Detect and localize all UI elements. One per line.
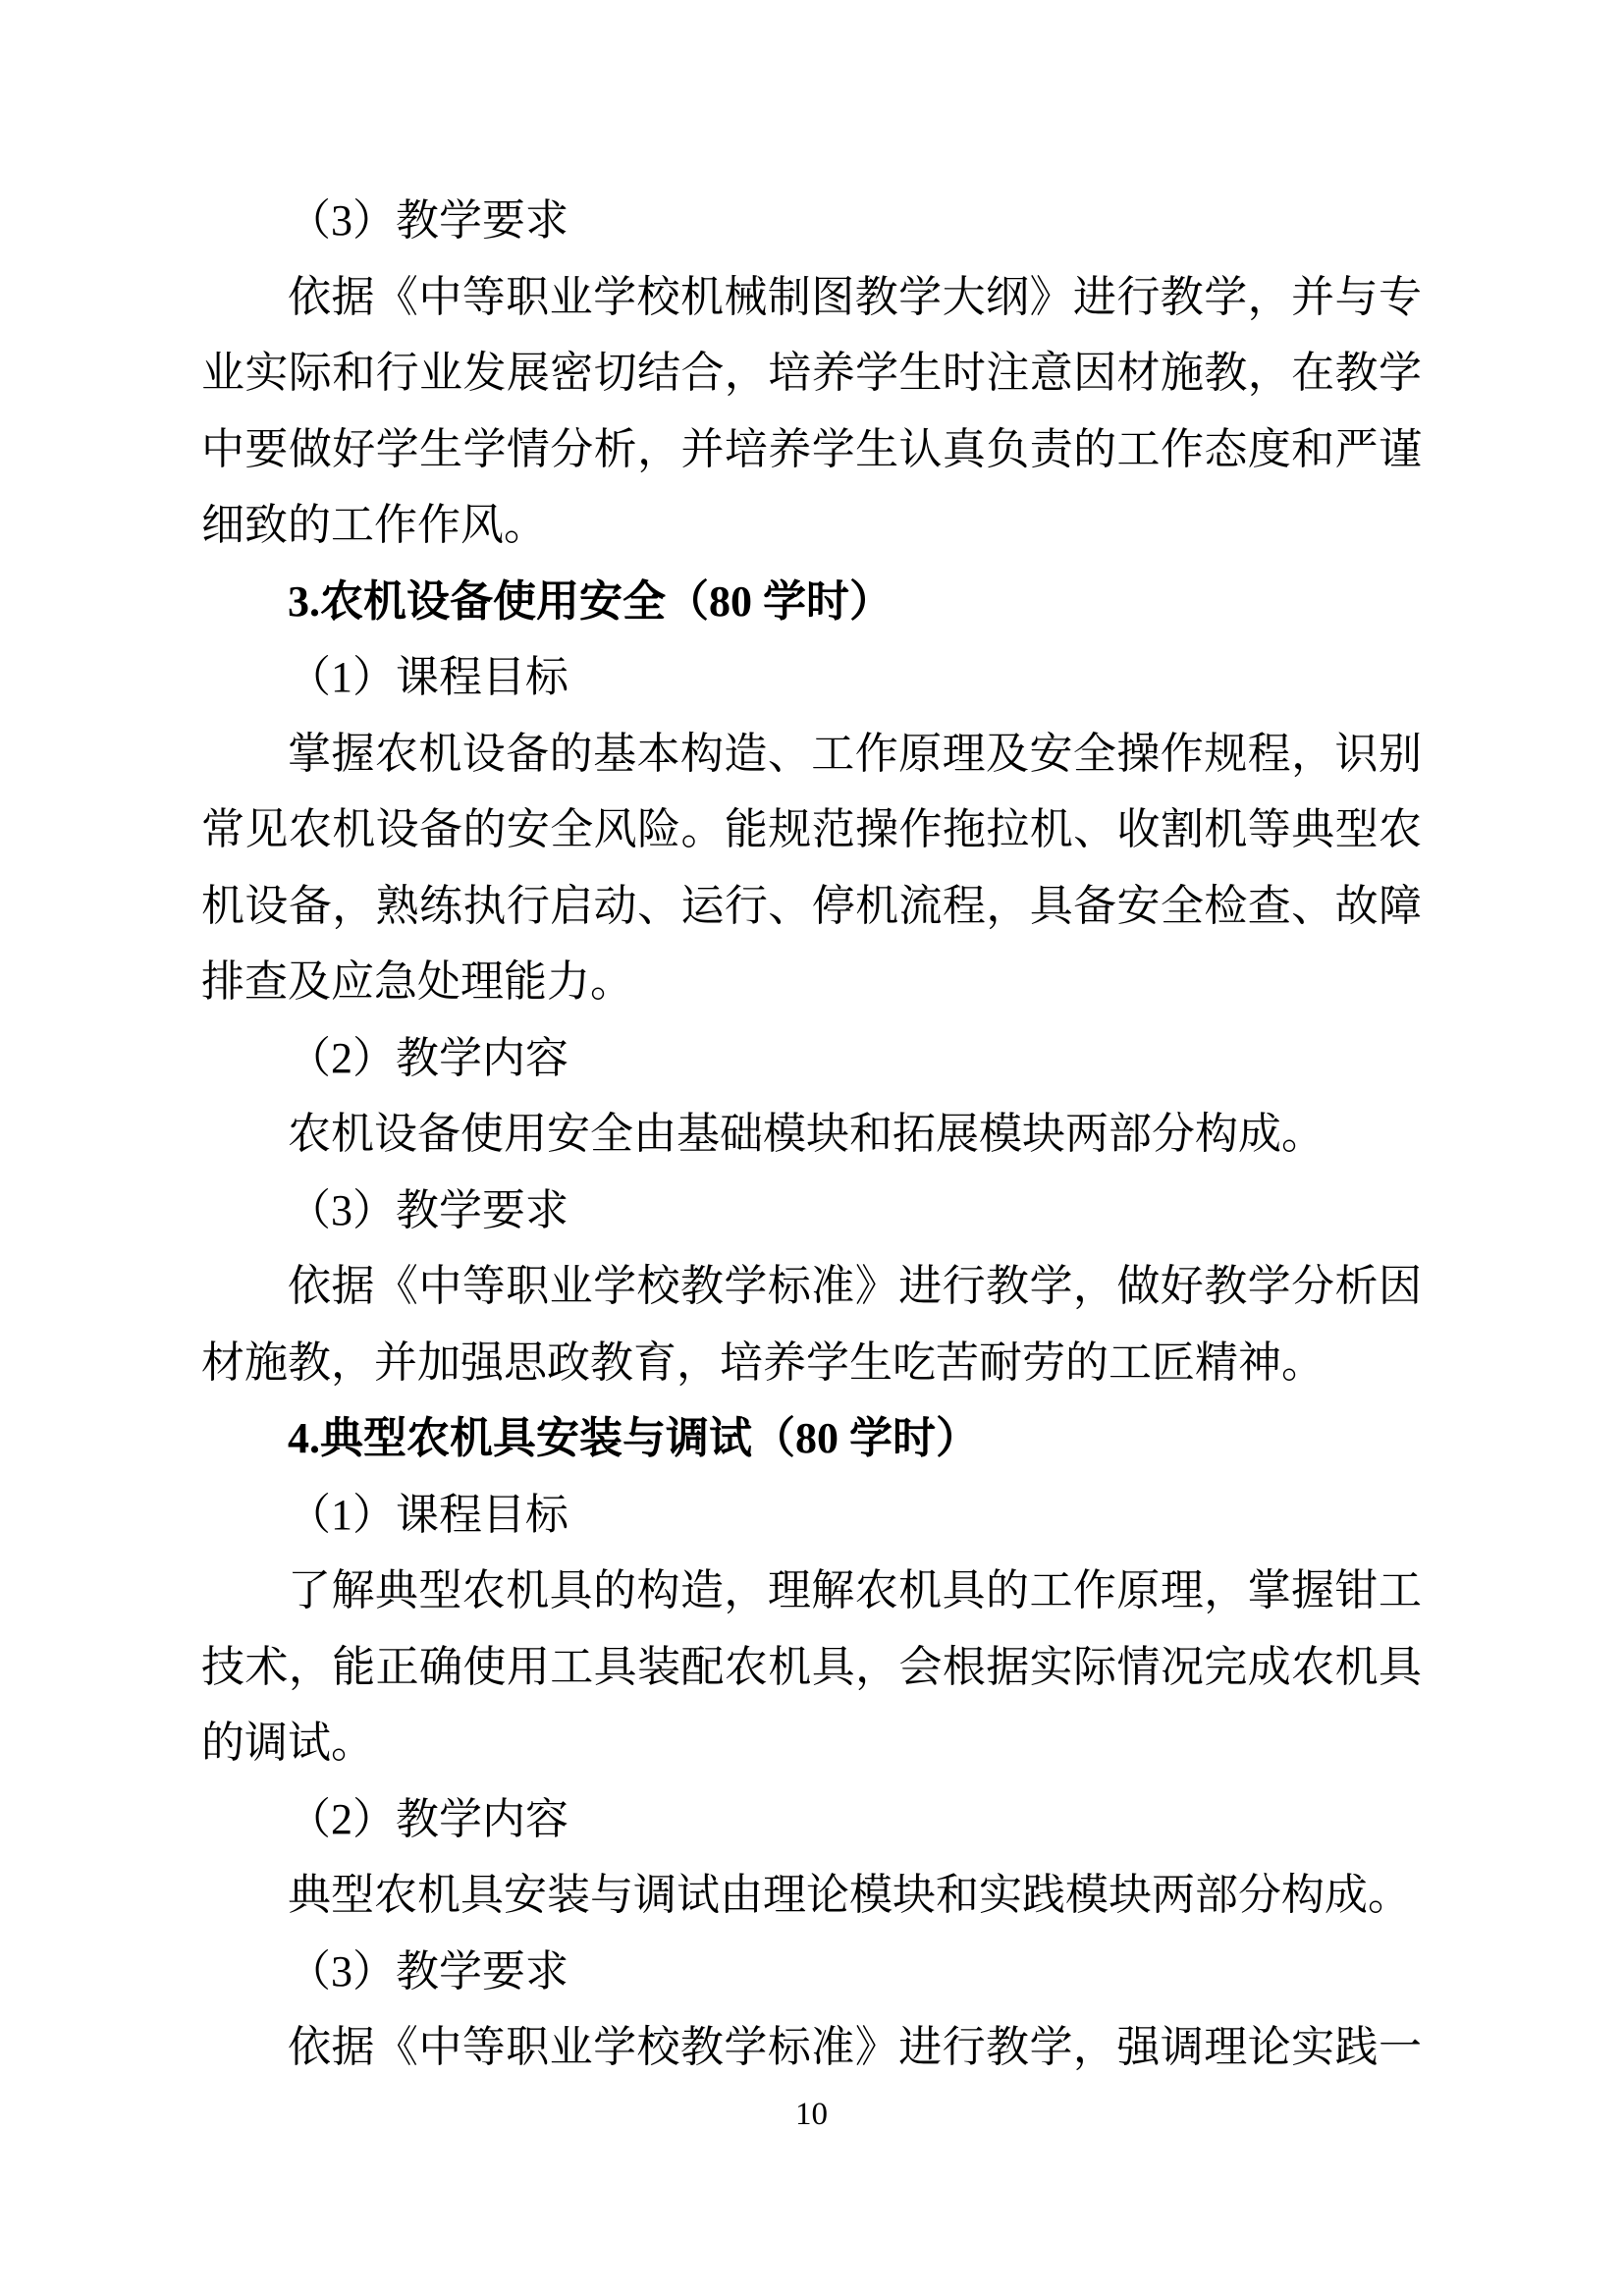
text-line: 材施教，并加强思政教育，培养学生吃苦耐劳的工匠精神。 <box>201 1338 1325 1387</box>
text-line: （3）教学要求 <box>288 1185 568 1234</box>
text-line: 业实际和行业发展密切结合，培养学生时注意因材施教，在教学 <box>201 349 1422 397</box>
text-line: 典型农机具安装与调试由理论模块和实践模块两部分构成。 <box>288 1871 1411 1919</box>
text-line: 技术，能正确使用工具装配农机具，会根据实际情况完成农机具 <box>201 1642 1422 1691</box>
text-line: 中要做好学生学情分析，并培养学生认真负责的工作态度和严谨 <box>201 424 1422 473</box>
text-line: 排查及应急处理能力。 <box>201 957 633 1006</box>
text-line: （3）教学要求 <box>288 1946 568 1995</box>
text-line: （2）教学内容 <box>288 1794 568 1843</box>
section-heading: 3.农机设备使用安全（80 学时） <box>288 576 893 626</box>
text-line: 细致的工作作风。 <box>201 501 547 549</box>
text-line: 掌握农机设备的基本构造、工作原理及安全操作规程，识别 <box>288 729 1422 778</box>
text-line: （2）教学内容 <box>288 1033 568 1082</box>
text-line: 依据《中等职业学校教学标准》进行教学，强调理论实践一 <box>288 2023 1422 2071</box>
text-line: （1）课程目标 <box>288 1490 568 1539</box>
text-line: （1）课程目标 <box>288 653 568 701</box>
text-line: 农机设备使用安全由基础模块和拓展模块两部分构成。 <box>288 1110 1325 1158</box>
text-line: 的调试。 <box>201 1719 374 1767</box>
text-line: 依据《中等职业学校教学标准》进行教学，做好教学分析因 <box>288 1262 1422 1310</box>
page-number: 10 <box>795 2097 828 2132</box>
text-line: （3）教学要求 <box>288 196 568 245</box>
text-line: 机设备，熟练执行启动、运行、停机流程，具备安全检查、故障 <box>201 881 1422 930</box>
document-body <box>201 183 1422 2086</box>
text-line: 常见农机设备的安全风险。能规范操作拖拉机、收割机等典型农 <box>201 805 1422 853</box>
section-heading: 4.典型农机具安装与调试（80 学时） <box>288 1414 979 1462</box>
text-line: 了解典型农机具的构造，理解农机具的工作原理，掌握钳工 <box>288 1566 1422 1614</box>
text-line: 依据《中等职业学校机械制图教学大纲》进行教学，并与专 <box>288 272 1422 321</box>
